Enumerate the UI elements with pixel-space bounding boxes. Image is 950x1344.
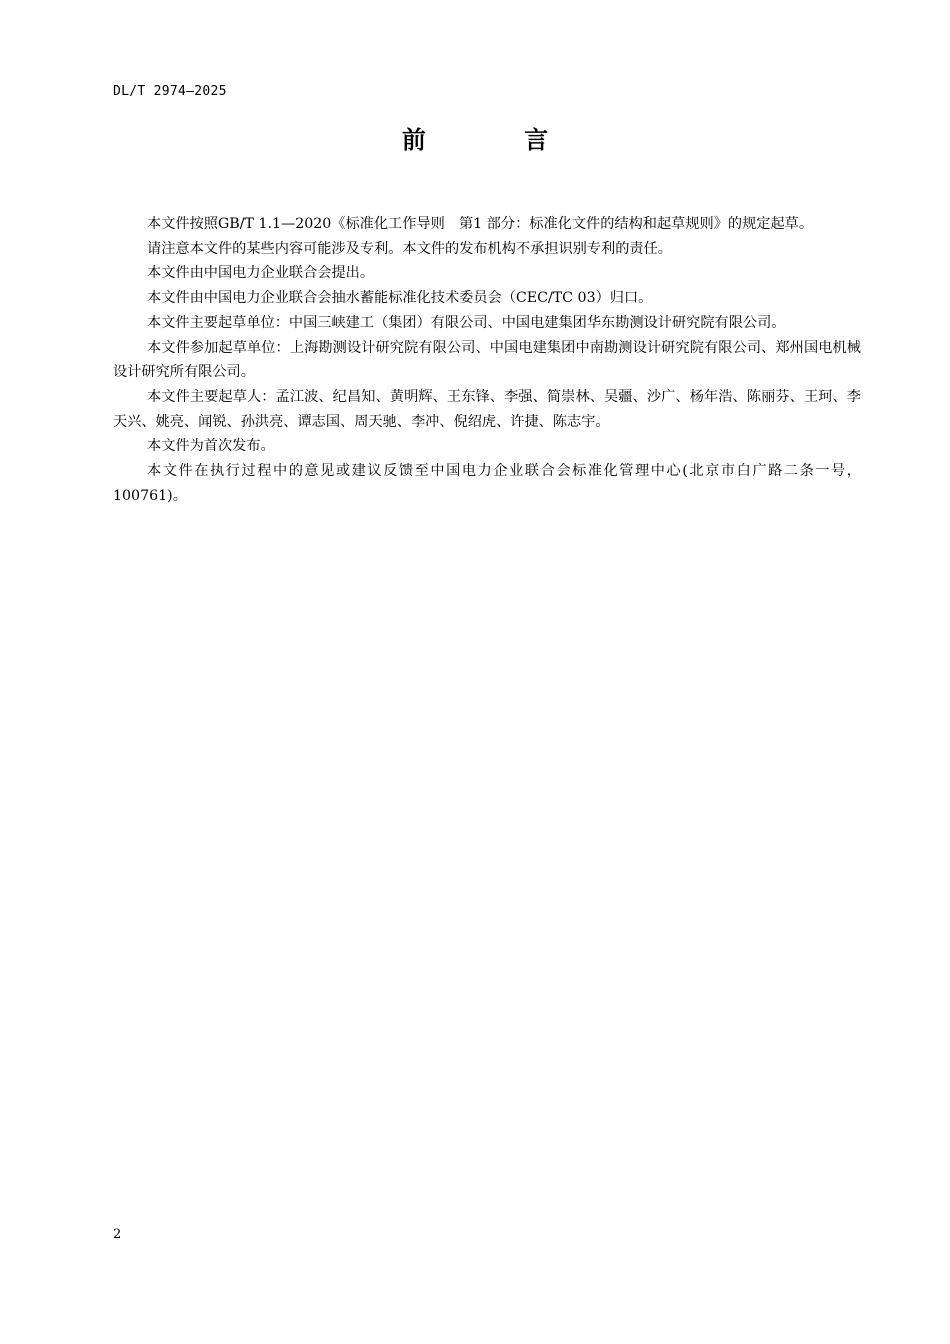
document-code: DL/T 2974—2025 (113, 84, 227, 99)
page-number: 2 (113, 1227, 122, 1242)
paragraph-proposer: 本文件由中国电力企业联合会提出。 (147, 265, 375, 282)
paragraph-main-drafting-units: 本文件主要起草单位：中国三峡建工（集团）有限公司、中国电建集团华东勘测设计研究院有限公司。 (147, 314, 786, 331)
foreword-body (113, 212, 861, 508)
paragraph-first-release: 本文件为首次发布。 (147, 438, 275, 455)
paragraph-main-drafters: 本文件主要起草人：孟江波、纪昌知、黄明辉、王东锋、李强、简崇林、吴疆、沙广、杨年浩、陈丽芬、王珂、李天兴、姚亮、闻锐、孙洪亮、谭志国、周天驰、李冲、倪绍虎、许捷、陈志宇。 (113, 388, 861, 430)
paragraph-drafting-rules: 本文件按照GB/T 1.1—2020《标准化工作导则 第1 部分：标准化文件的结构和起草规则》的规定起草。 (147, 216, 814, 232)
paragraph-participating-units: 本文件参加起草单位：上海勘测设计研究院有限公司、中国电建集团中南勘测设计研究院有限公司、郑州国电机械设计研究所有限公司。 (113, 339, 861, 381)
paragraph-feedback: 本文件在执行过程中的意见或建议反馈至中国电力企业联合会标准化管理中心(北京市白广路二条一号，100761)。 (113, 463, 861, 504)
paragraph-patent-notice: 请注意本文件的某些内容可能涉及专利。本文件的发布机构不承担识别专利的责任。 (147, 240, 672, 257)
page-title: 前 言 (401, 126, 594, 154)
paragraph-technical-committee: 本文件由中国电力企业联合会抽水蓄能标准化技术委员会（CEC/TC 03）归口。 (147, 290, 653, 307)
